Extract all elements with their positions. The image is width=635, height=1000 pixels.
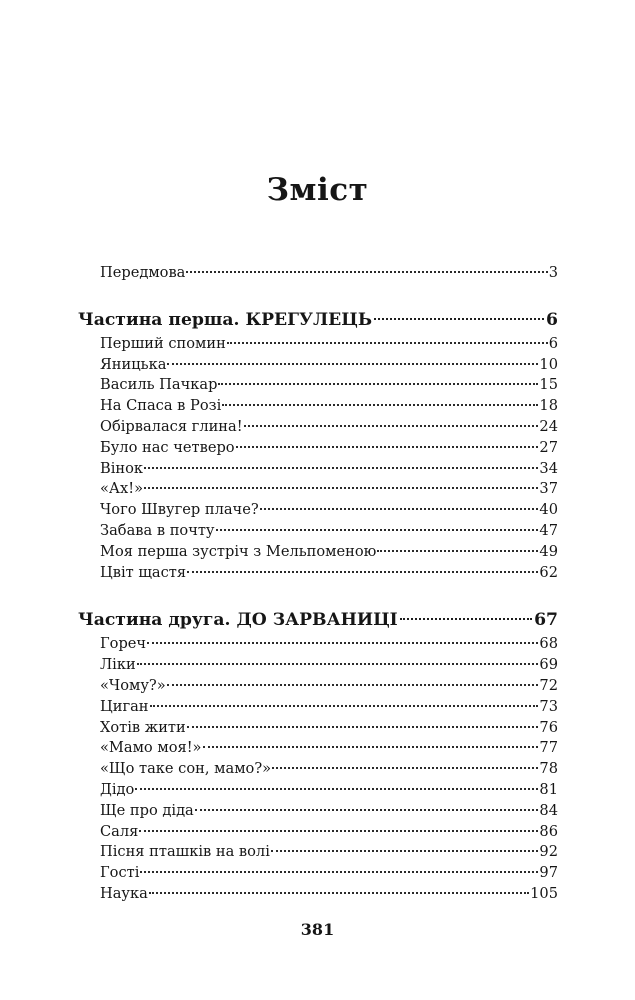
- toc-entry-page: 34: [539, 459, 558, 477]
- toc-entry-label: «Мамо моя!»: [100, 739, 202, 757]
- section-label: Частина перша. КРЕГУЛЕЦЬ: [78, 309, 373, 330]
- toc-entry-label: Дідо: [100, 780, 135, 798]
- dot-leader: [272, 767, 538, 769]
- toc-entry-page: 97: [539, 864, 558, 882]
- toc-entry: [78, 759, 558, 780]
- toc-entry-label: Було нас четверо: [100, 438, 235, 456]
- toc-entry-label: Забава в почту: [100, 521, 215, 539]
- toc-entry: [78, 842, 558, 863]
- toc-entry-page: 27: [539, 438, 558, 456]
- dot-leader: [144, 467, 538, 469]
- toc-entry-label: Гості: [100, 864, 140, 882]
- section-page: 67: [534, 610, 558, 631]
- toc-entry: [78, 801, 558, 822]
- dot-leader: [144, 487, 538, 489]
- dot-leader: [167, 684, 539, 686]
- toc-section-part-2: [78, 607, 558, 634]
- toc-entry-page: 49: [539, 542, 558, 560]
- dot-leader: [137, 663, 539, 665]
- toc-entry-page: 15: [539, 376, 558, 394]
- toc-entry-page: 86: [539, 822, 558, 840]
- toc-entry: [78, 655, 558, 676]
- page-title: Зміст: [266, 172, 369, 208]
- toc-entry-label: Цвіт щастя: [100, 563, 187, 581]
- toc-entry-preface: [78, 263, 558, 284]
- dot-leader: [222, 404, 538, 406]
- toc-entry-page: 105: [530, 884, 558, 902]
- dot-leader: [187, 726, 539, 728]
- dot-leader: [149, 892, 529, 894]
- toc-entry-page: 47: [539, 521, 558, 539]
- toc-entry: [78, 375, 558, 396]
- page-number: 381: [300, 920, 335, 939]
- part-1-entries: [78, 334, 558, 584]
- toc-entry: [78, 884, 558, 905]
- toc-entry-page: 81: [539, 780, 558, 798]
- dot-leader: [271, 850, 539, 852]
- part-2-entries: [78, 634, 558, 904]
- toc-entry-label: Саля: [100, 822, 139, 840]
- toc-entry: [78, 334, 558, 355]
- toc-entry: [78, 479, 558, 500]
- dot-leader: [374, 318, 544, 320]
- toc-entry-page: 10: [539, 355, 558, 373]
- toc-section-part-1: [78, 307, 558, 334]
- toc-entry-page: 77: [539, 739, 558, 757]
- toc-entry-page: 73: [539, 697, 558, 715]
- toc-entry-label: Чого Швугер плаче?: [100, 501, 259, 519]
- toc-entry-page: 18: [539, 397, 558, 415]
- toc-entry-page: 37: [539, 480, 558, 498]
- toc-entry-label: Пісня пташків на волі: [100, 843, 270, 861]
- toc-entry: [78, 355, 558, 376]
- toc-entry: [78, 738, 558, 759]
- toc-entry: [78, 542, 558, 563]
- toc-entry-page: 40: [539, 501, 558, 519]
- toc-entry: [78, 459, 558, 480]
- toc-entry-page: 72: [539, 676, 558, 694]
- section-label: Частина друга. ДО ЗАРВАНИЦІ: [78, 610, 398, 631]
- dot-leader: [227, 342, 548, 344]
- toc-entry-label: Вінок: [100, 459, 144, 477]
- dot-leader: [147, 642, 538, 644]
- toc-entry: [78, 500, 558, 521]
- dot-leader: [186, 271, 547, 273]
- toc-entry-page: 3: [548, 264, 558, 281]
- dot-leader: [140, 871, 538, 873]
- dot-leader: [195, 809, 539, 811]
- dot-leader: [218, 383, 538, 385]
- dot-leader: [187, 571, 538, 573]
- toc-entry: [78, 634, 558, 655]
- toc-entry-label: Обірвалася глина!: [100, 417, 243, 435]
- dot-leader: [139, 830, 538, 832]
- toc-entry-label: Циган: [100, 697, 149, 715]
- toc-entry-page: 84: [539, 801, 558, 819]
- dot-leader: [377, 550, 538, 552]
- toc-entry-label: Яницька: [100, 355, 167, 373]
- dot-leader: [167, 363, 538, 365]
- toc-entry: [78, 718, 558, 739]
- toc-entry-label: Хотів жити: [100, 718, 186, 736]
- toc-entry-page: 76: [539, 718, 558, 736]
- dot-leader: [135, 788, 538, 790]
- toc-entry-page: 62: [539, 563, 558, 581]
- section-page: 6: [546, 309, 558, 330]
- toc-entry-label: Перший спомин: [100, 334, 226, 352]
- toc-entry-label: Ще про діда: [100, 801, 194, 819]
- table-of-contents: [78, 263, 558, 905]
- toc-entry: [78, 438, 558, 459]
- toc-entry-label: «Чому?»: [100, 676, 166, 694]
- toc-entry: [78, 822, 558, 843]
- toc-entry-label: «Ах!»: [100, 480, 144, 498]
- toc-entry-label: «Що таке сон, мамо?»: [100, 760, 272, 778]
- toc-entry-page: 24: [539, 417, 558, 435]
- toc-entry-page: 69: [539, 656, 558, 674]
- toc-entry-label: Передмова: [100, 264, 186, 281]
- toc-entry-label: Моя перша зустріч з Мельпоменою: [100, 542, 377, 560]
- toc-entry-label: Гореч: [100, 635, 147, 653]
- toc-entry-page: 92: [539, 843, 558, 861]
- toc-entry: [78, 863, 558, 884]
- toc-entry: [78, 396, 558, 417]
- toc-entry-label: Василь Пачкар: [100, 376, 218, 394]
- toc-entry-page: 78: [539, 760, 558, 778]
- dot-leader: [260, 508, 539, 510]
- toc-entry-page: 68: [539, 635, 558, 653]
- dot-leader: [236, 446, 539, 448]
- toc-entry: [78, 697, 558, 718]
- toc-entry-label: Наука: [100, 884, 148, 902]
- toc-entry: [78, 521, 558, 542]
- toc-entry: [78, 563, 558, 584]
- toc-entry: [78, 417, 558, 438]
- dot-leader: [150, 705, 539, 707]
- dot-leader: [244, 425, 539, 427]
- toc-entry-page: 6: [548, 334, 558, 352]
- toc-entry-label: На Спаса в Розі: [100, 397, 222, 415]
- toc-entry: [78, 676, 558, 697]
- toc-entry: [78, 780, 558, 801]
- dot-leader: [203, 746, 539, 748]
- dot-leader: [216, 529, 539, 531]
- toc-entry-label: Ліки: [100, 656, 136, 674]
- dot-leader: [400, 618, 532, 620]
